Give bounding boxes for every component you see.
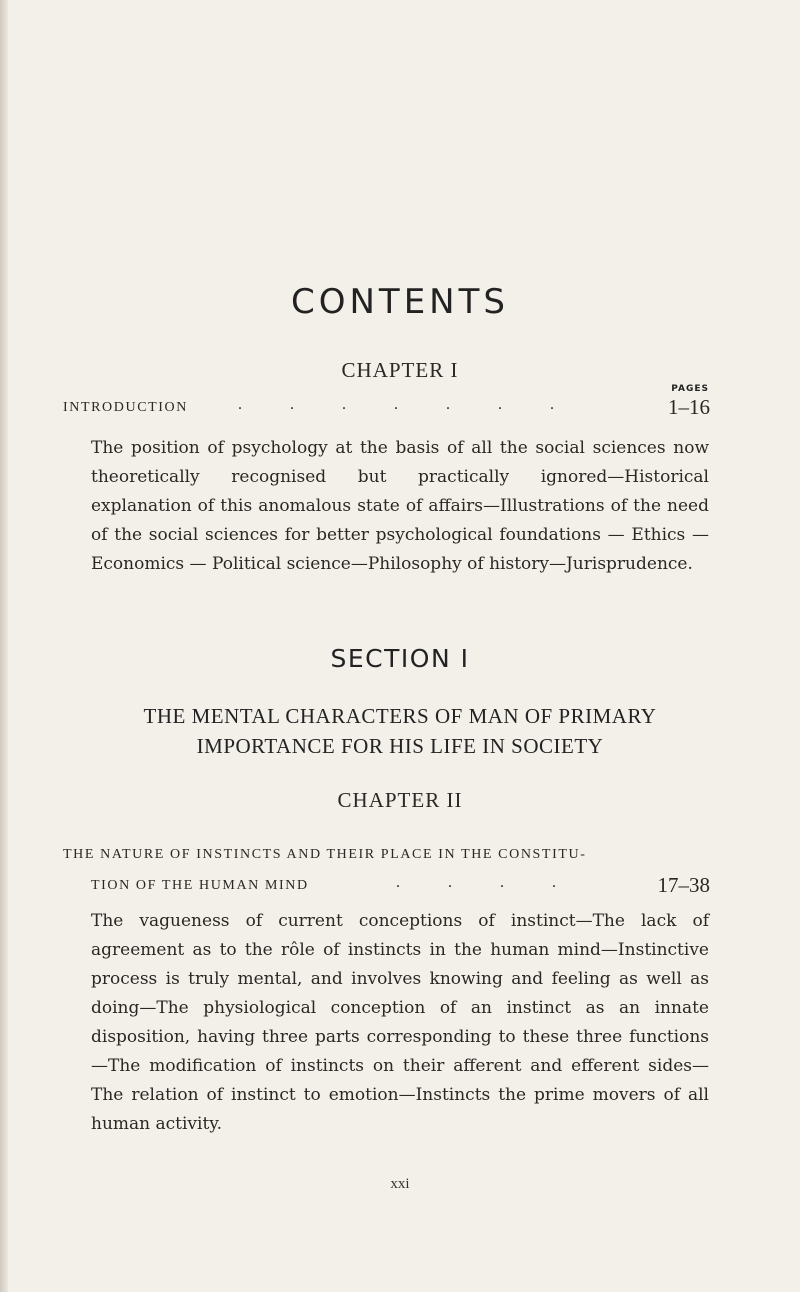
page-number: xxi <box>390 1176 410 1192</box>
section-1-subtitle-line-2: IMPORTANCE FOR HIS LIFE IN SOCIETY <box>196 734 604 758</box>
chapter-1-leader-dots: . . . . . . . <box>238 396 554 413</box>
chapter-2-heading: CHAPTER II <box>337 788 463 812</box>
chapter-2-entry-title-line-1: THE NATURE OF INSTINCTS AND THEIR PLACE IN THE CONSTITU- <box>63 847 587 862</box>
chapter-1-page-range: 1–16 <box>668 395 710 419</box>
chapter-2-summary: The vagueness of current conceptions of instinct—The lack of agreement as to the rôle of instincts in the human mind—Instinctive process is truly mental, and involves knowing and feeling as well as doing—The physiological conception of an instinct as an innate disposition, having three parts corresponding to these three functions—The modification of instincts on their afferent and efferent sides—The relation of instinct to emotion—Instincts the prime movers of all human activity. <box>91 911 709 1134</box>
pages-column-label: PAGES <box>671 384 709 394</box>
chapter-2-leader-dots: . . . . <box>396 874 556 891</box>
chapter-1-summary: The position of psychology at the basis of all the social sciences now theoretically recognised but practically ignored—Historical explanation of this anomalous state of affairs—Illustrations of the need of the social sciences for better psychological foundations — Ethics — Economics — Political science—Philosophy of history—Jurisprudence. <box>91 438 709 574</box>
page-title: CONTENTS <box>291 282 509 322</box>
chapter-2-entry-title-line-2: TION OF THE HUMAN MIND <box>91 878 309 893</box>
chapter-1-entry-title: INTRODUCTION <box>63 400 188 415</box>
chapter-1-heading: CHAPTER I <box>341 358 459 382</box>
section-1-subtitle-line-1: THE MENTAL CHARACTERS OF MAN OF PRIMARY <box>143 704 657 728</box>
section-1-title: SECTION I <box>330 644 470 673</box>
chapter-2-page-range: 17–38 <box>657 873 710 897</box>
